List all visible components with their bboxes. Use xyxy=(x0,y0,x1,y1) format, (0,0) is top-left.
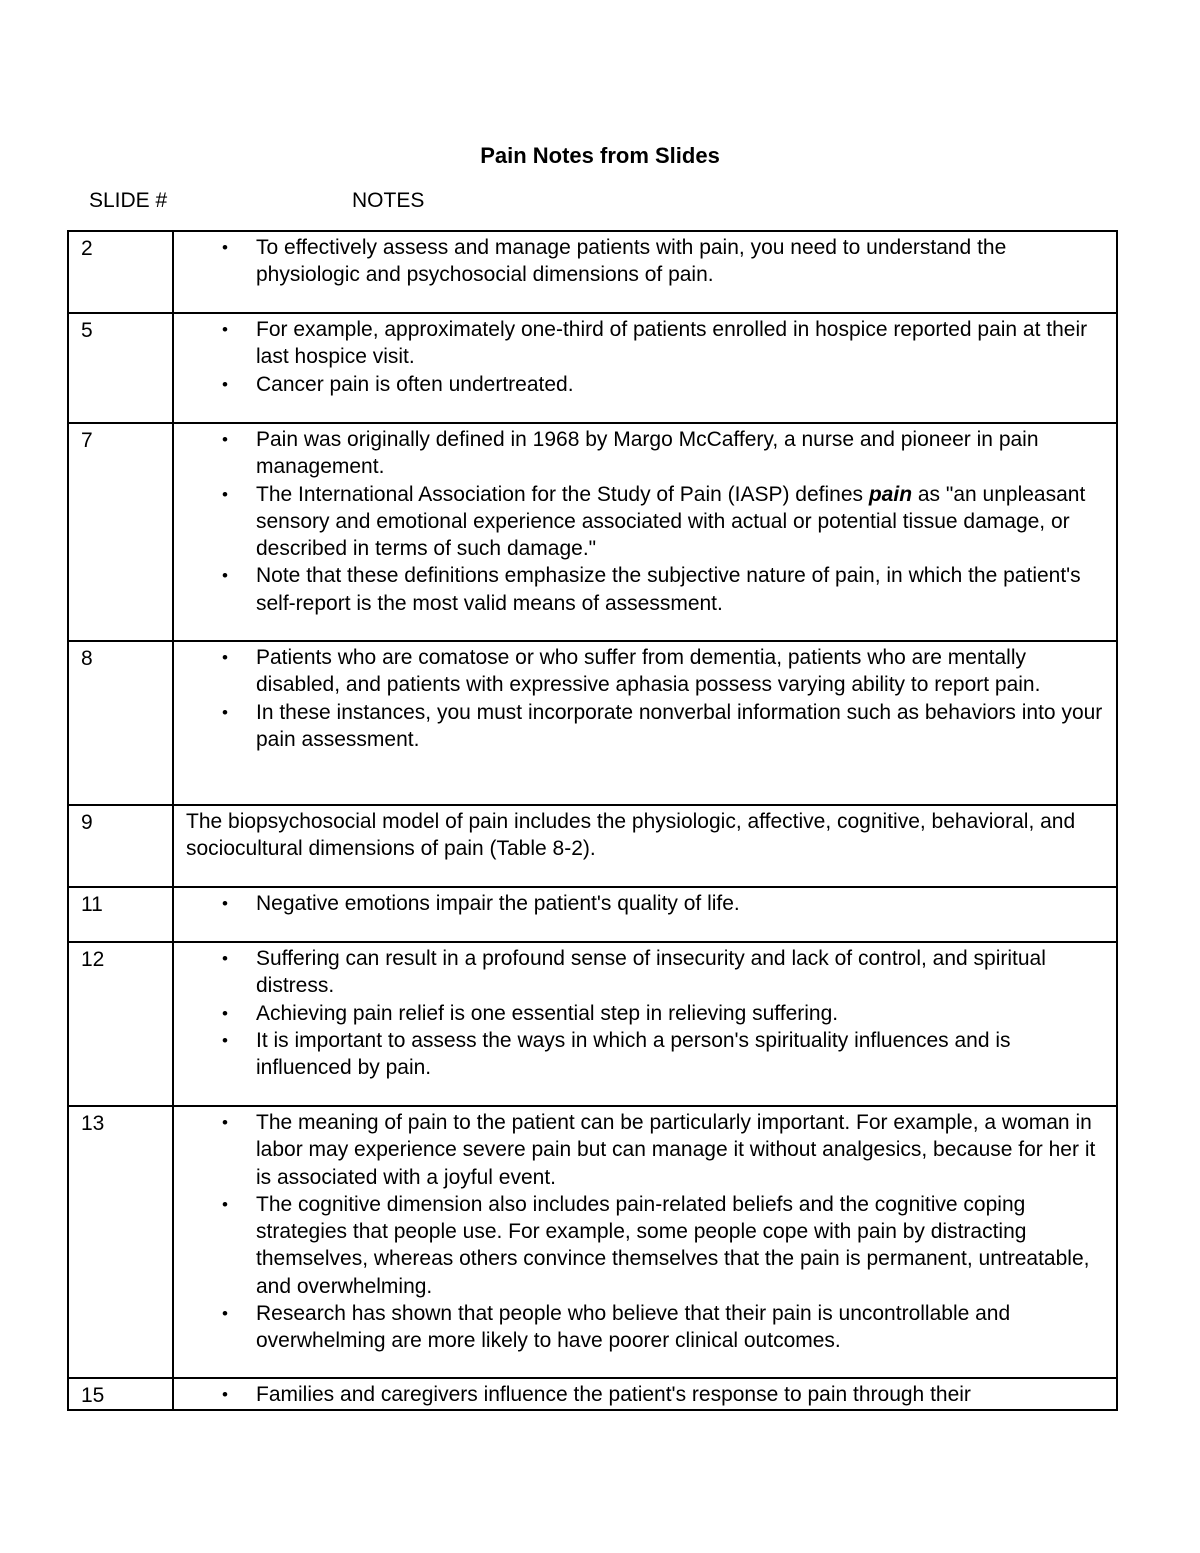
bullet-item xyxy=(186,562,1104,617)
bullet-item xyxy=(186,481,1104,563)
bullet-item xyxy=(186,1027,1104,1082)
bullet-text: For example, approximately one-third of patients enrolled in hospice reported pain at their last hospice visit. xyxy=(256,318,1088,369)
bullet-text: Research has shown that people who believe that their pain is uncontrollable and overwhelming are more likely to have poorer clinical outcomes. xyxy=(256,1302,1011,1353)
bullet-text: In these instances, you must incorporate nonverbal information such as behaviors into your pain assessment. xyxy=(256,700,1103,751)
notes-cell xyxy=(173,887,1117,942)
table-row xyxy=(68,887,1117,942)
notes-cell xyxy=(173,942,1117,1106)
slide-number-cell: 13 xyxy=(68,1106,173,1378)
bullet-item xyxy=(186,316,1104,371)
bullet-list xyxy=(186,890,1104,917)
notes-cell xyxy=(173,805,1117,887)
bullet-marker: • xyxy=(222,648,228,667)
bullet-text: Negative emotions impair the patient's quality of life. xyxy=(256,892,740,915)
table-row xyxy=(68,805,1117,887)
notes-cell xyxy=(173,641,1117,805)
slide-number-cell: 7 xyxy=(68,423,173,641)
bullet-text: The meaning of pain to the patient can be particularly important. For example, a woman in labor may experience severe pain but can manage it without analgesics, because for her it is associated with a joyful event. xyxy=(256,1111,1096,1189)
bullet-list xyxy=(186,234,1104,289)
definition-lead-text: The International Association for the Study of Pain (IASP) defines xyxy=(256,482,869,506)
bullet-item xyxy=(186,1300,1104,1355)
table-row xyxy=(68,231,1117,313)
bullet-marker: • xyxy=(222,1003,228,1023)
bullet-marker: • xyxy=(222,1385,228,1404)
emphasized-term: pain xyxy=(868,482,913,506)
bullet-text xyxy=(256,483,1085,561)
table-row xyxy=(68,641,1117,805)
bullet-item xyxy=(186,890,1104,917)
slide-number-cell: 9 xyxy=(68,805,173,887)
bullet-item xyxy=(186,1381,1104,1408)
bullet-text: Families and caregivers influence the patient's response to pain through their xyxy=(256,1383,971,1406)
bullet-list xyxy=(186,316,1104,398)
notes-table xyxy=(67,230,1118,1411)
table-row xyxy=(68,1378,1117,1410)
bullet-item xyxy=(186,1109,1104,1191)
bullet-text: Achieving pain relief is one essential step in relieving suffering. xyxy=(256,1001,839,1025)
bullet-item xyxy=(186,699,1104,754)
bullet-marker: • xyxy=(222,1030,228,1050)
bullet-text: Note that these definitions emphasize the subjective nature of pain, in which the patient's self-report is the most valid means of assessment. xyxy=(256,564,1081,615)
bullet-marker: • xyxy=(222,1113,228,1132)
bullet-list xyxy=(186,945,1104,1081)
bullet-text: The cognitive dimension also includes pain-related beliefs and the cognitive coping strategies that people use. For example, some people cope with pain by distracting themselves, whereas others convince themselves that the pain is permanent, untreatable, and overwhelming. xyxy=(256,1192,1090,1298)
bullet-list xyxy=(186,1109,1104,1355)
notes-column-header: NOTES xyxy=(352,189,425,212)
bullet-item xyxy=(186,234,1104,289)
slide-number-cell: 8 xyxy=(68,641,173,805)
bullet-marker: • xyxy=(222,894,228,913)
bullet-item xyxy=(186,1191,1104,1300)
document-title: Pain Notes from Slides xyxy=(480,143,720,168)
bullet-marker: • xyxy=(222,566,228,586)
table-row xyxy=(68,313,1117,423)
bullet-text: Pain was originally defined in 1968 by Margo McCaffery, a nurse and pioneer in pain management. xyxy=(256,428,1039,479)
bullet-marker: • xyxy=(222,949,228,968)
bullet-text: It is important to assess the ways in which a person's spirituality influences and is influenced by pain. xyxy=(256,1028,1011,1080)
bullet-text: To effectively assess and manage patients with pain, you need to understand the physiologic and psychosocial dimensions of pain. xyxy=(256,236,1007,287)
bullet-list xyxy=(186,426,1104,617)
slide-number-cell: 2 xyxy=(68,231,173,313)
notes-cell xyxy=(173,1106,1117,1378)
bullet-marker: • xyxy=(222,430,228,449)
bullet-marker: • xyxy=(222,238,228,257)
bullet-marker: • xyxy=(222,320,228,339)
notes-cell xyxy=(173,1378,1117,1410)
slide-number-cell: 5 xyxy=(68,313,173,423)
bullet-marker: • xyxy=(222,374,228,394)
notes-paragraph: The biopsychosocial model of pain includes the physiologic, affective, cognitive, behavioral, and sociocultural dimensions of pain (Table 8-2). xyxy=(186,810,1076,861)
bullet-marker: • xyxy=(222,1194,228,1214)
bullet-item xyxy=(186,371,1104,398)
bullet-item xyxy=(186,644,1104,699)
slide-number-cell: 15 xyxy=(68,1378,173,1410)
bullet-marker: • xyxy=(222,702,228,722)
table-row xyxy=(68,1106,1117,1378)
notes-cell xyxy=(173,423,1117,641)
table-row xyxy=(68,423,1117,641)
bullet-text: Patients who are comatose or who suffer from dementia, patients who are mentally disabled, and patients with expressive aphasia possess varying ability to report pain. xyxy=(256,646,1041,697)
bullet-item xyxy=(186,426,1104,481)
bullet-item xyxy=(186,945,1104,1000)
bullet-item xyxy=(186,1000,1104,1027)
bullet-marker: • xyxy=(222,1304,228,1324)
slide-number-column-header: SLIDE # xyxy=(89,189,168,212)
notes-cell xyxy=(173,231,1117,313)
bullet-text: Cancer pain is often undertreated. xyxy=(256,372,574,396)
bullet-list xyxy=(186,1381,1104,1408)
bullet-marker: • xyxy=(222,484,228,504)
slide-number-cell: 12 xyxy=(68,942,173,1106)
bullet-text: Suffering can result in a profound sense of insecurity and lack of control, and spiritual distress. xyxy=(256,947,1046,998)
bullet-list xyxy=(186,644,1104,753)
notes-cell xyxy=(173,313,1117,423)
slide-number-cell: 11 xyxy=(68,887,173,942)
definition-quote-text: as "an unpleasant sensory and emotional experience associated with actual or potential tissue damage, or described in terms of such damage." xyxy=(256,482,1086,561)
table-row xyxy=(68,942,1117,1106)
